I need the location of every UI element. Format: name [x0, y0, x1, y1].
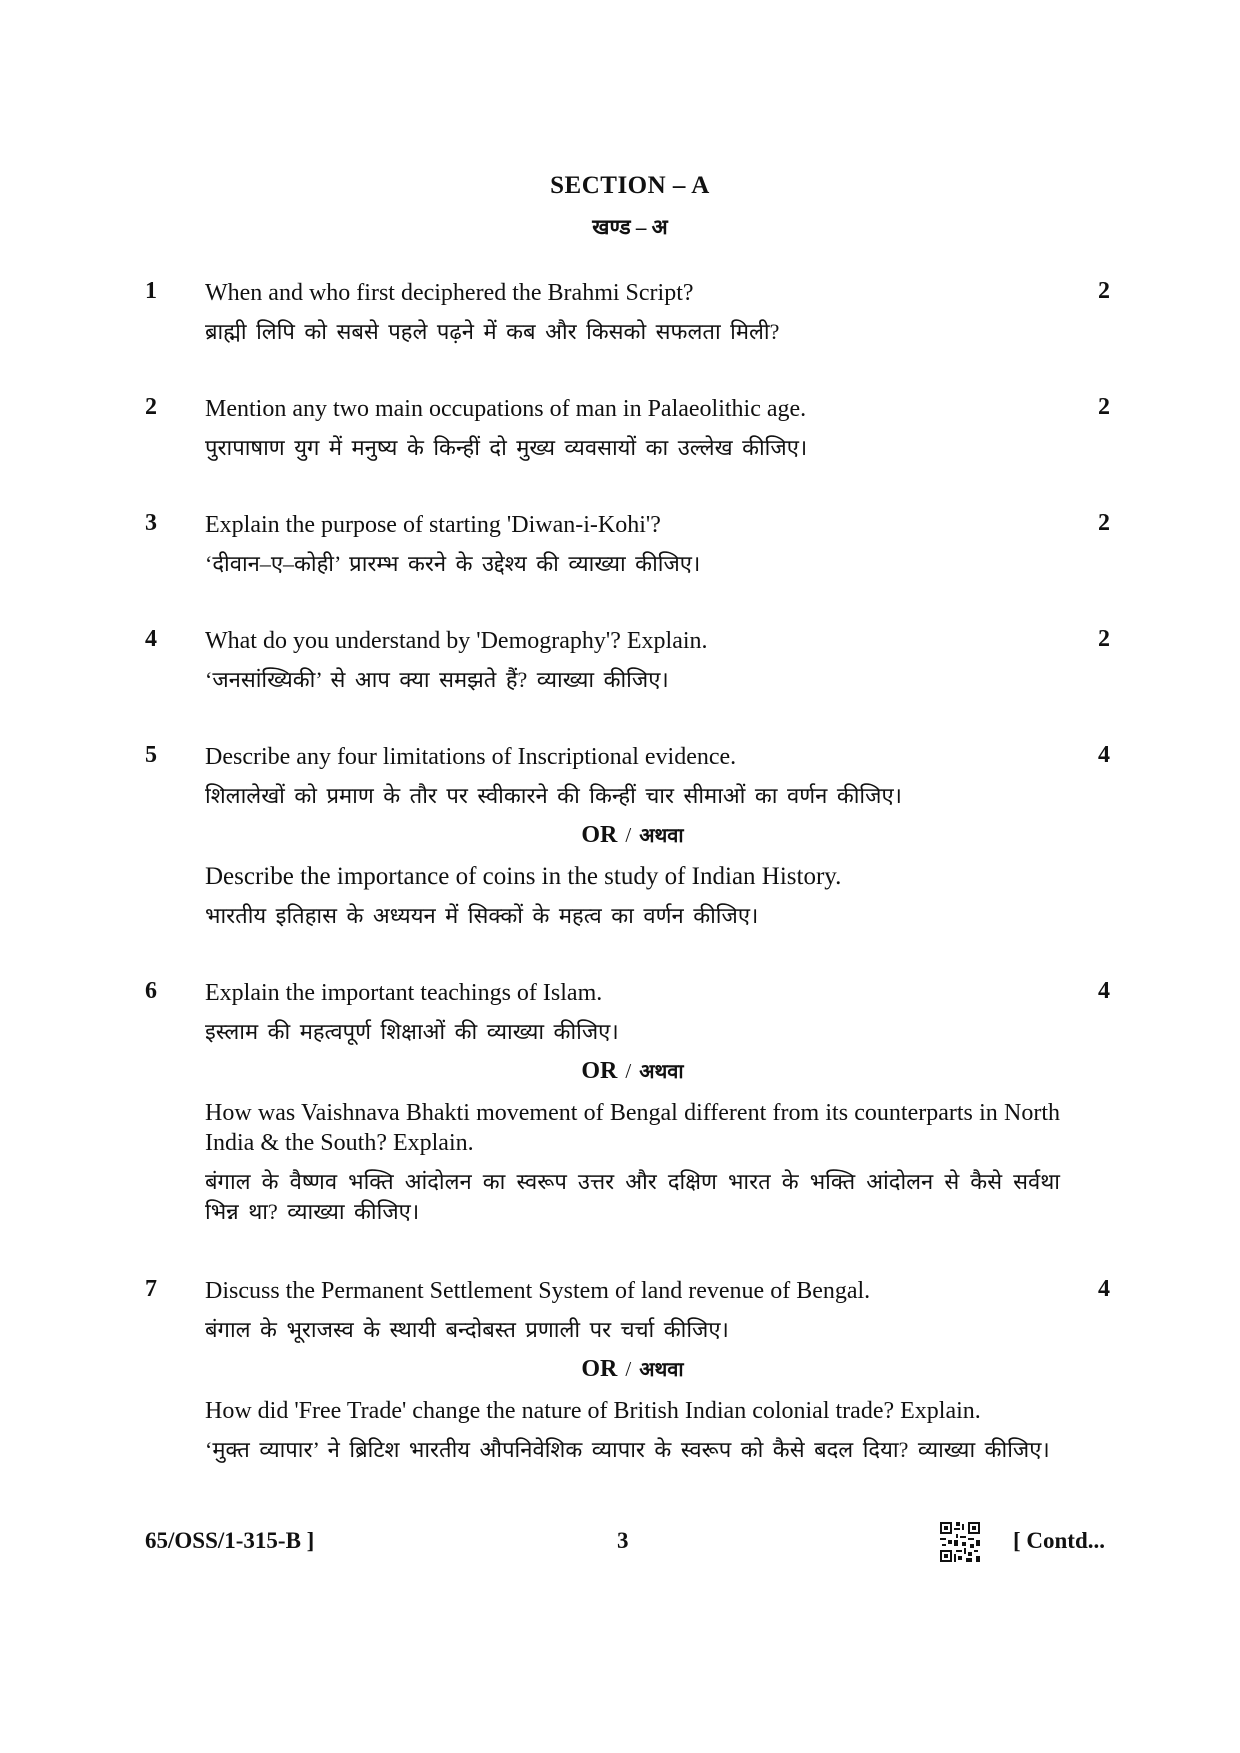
question-text-english: Describe any four limitations of Inscriptional evidence. — [205, 744, 737, 770]
alternative-question-english: How was Vaishnava Bhakti movement of Bengal different from its counterparts in North India & the South? Explain. — [205, 1100, 1060, 1156]
question-number: 7 — [145, 1276, 157, 1302]
alternative-question-hindi: भारतीय इतिहास के अध्ययन में सिक्कों के महत्व का वर्णन कीजिए। — [205, 903, 759, 928]
question-marks: 2 — [1098, 278, 1110, 304]
or-divider — [205, 1351, 1060, 1388]
question-text-english: What do you understand by 'Demography'? Explain. — [205, 628, 708, 654]
section-title: SECTION – A — [550, 172, 710, 199]
question-marks: 4 — [1098, 978, 1110, 1004]
question-text-hindi: ‘जनसांख्यिकी’ से आप क्या समझते हैं? व्याख्या कीजिए। — [205, 667, 669, 692]
alternative-question-hindi: बंगाल के वैष्णव भक्ति आंदोलन का स्वरूप उत्तर और दक्षिण भारत के भक्ति आंदोलन से कैसे सर्वथा भिन्न था? व्याख्या कीजिए। — [205, 1169, 1060, 1224]
or-label-hindi: अथवा — [639, 1359, 684, 1381]
question-number: 3 — [145, 510, 157, 536]
question-number: 5 — [145, 742, 157, 768]
or-label-hindi: अथवा — [639, 825, 684, 847]
question-text-hindi: इस्लाम की महत्वपूर्ण शिक्षाओं की व्याख्या कीजिए। — [205, 1019, 619, 1044]
continued-label: [ Contd... — [1013, 1528, 1106, 1553]
question-text-hindi: ब्राह्मी लिपि को सबसे पहले पढ़ने में कब और किसको सफलता मिली? — [205, 319, 780, 344]
question-text-hindi: पुरापाषाण युग में मनुष्य के किन्हीं दो मुख्य व्यवसायों का उल्लेख कीजिए। — [205, 435, 808, 460]
question-text-english: When and who first deciphered the Brahmi Script? — [205, 280, 694, 306]
question-number: 2 — [145, 394, 157, 420]
or-label: OR — [581, 822, 618, 848]
question-number: 4 — [145, 626, 157, 652]
question-text-english: Explain the purpose of starting 'Diwan-i-Kohi'? — [205, 512, 661, 538]
section-title-hindi: खण्ड – अ — [592, 215, 668, 239]
question-marks: 2 — [1098, 626, 1110, 652]
question-marks: 4 — [1098, 742, 1110, 768]
or-divider — [205, 817, 1060, 854]
page-number: 3 — [617, 1528, 629, 1553]
alternative-question-hindi: ‘मुक्त व्यापार’ ने ब्रिटिश भारतीय औपनिवेशिक व्यापार के स्वरूप को कैसे बदल दिया? व्याख्या कीजिए। — [205, 1437, 1050, 1462]
question-text-english: Explain the important teachings of Islam. — [205, 980, 603, 1006]
paper-code: 65/OSS/1-315-B ] — [145, 1528, 315, 1553]
or-separator: / — [625, 1357, 632, 1381]
or-divider — [205, 1053, 1060, 1090]
question-text-english: Mention any two main occupations of man in Palaeolithic age. — [205, 396, 807, 422]
page-footer — [0, 1528, 1240, 1568]
question-text-hindi: बंगाल के भूराजस्व के स्थायी बन्दोबस्त प्रणाली पर चर्चा कीजिए। — [205, 1317, 729, 1342]
or-label: OR — [581, 1356, 618, 1382]
question-number: 1 — [145, 278, 157, 304]
alternative-question-english: Describe the importance of coins in the study of Indian History. — [205, 863, 842, 890]
question-marks: 2 — [1098, 394, 1110, 420]
or-label-hindi: अथवा — [639, 1061, 684, 1083]
question-marks: 4 — [1098, 1276, 1110, 1302]
qr-code-icon — [940, 1522, 980, 1562]
question-text-english: Discuss the Permanent Settlement System of land revenue of Bengal. — [205, 1278, 871, 1304]
question-text-hindi: शिलालेखों को प्रमाण के तौर पर स्वीकारने की किन्हीं चार सीमाओं का वर्णन कीजिए। — [205, 783, 902, 808]
or-separator: / — [625, 823, 632, 847]
or-label: OR — [581, 1058, 618, 1084]
or-separator: / — [625, 1059, 632, 1083]
alternative-question-english: How did 'Free Trade' change the nature of British Indian colonial trade? Explain. — [205, 1398, 981, 1424]
question-text-hindi: ‘दीवान–ए–कोही’ प्रारम्भ करने के उद्देश्य की व्याख्या कीजिए। — [205, 551, 701, 576]
question-number: 6 — [145, 978, 157, 1004]
question-marks: 2 — [1098, 510, 1110, 536]
